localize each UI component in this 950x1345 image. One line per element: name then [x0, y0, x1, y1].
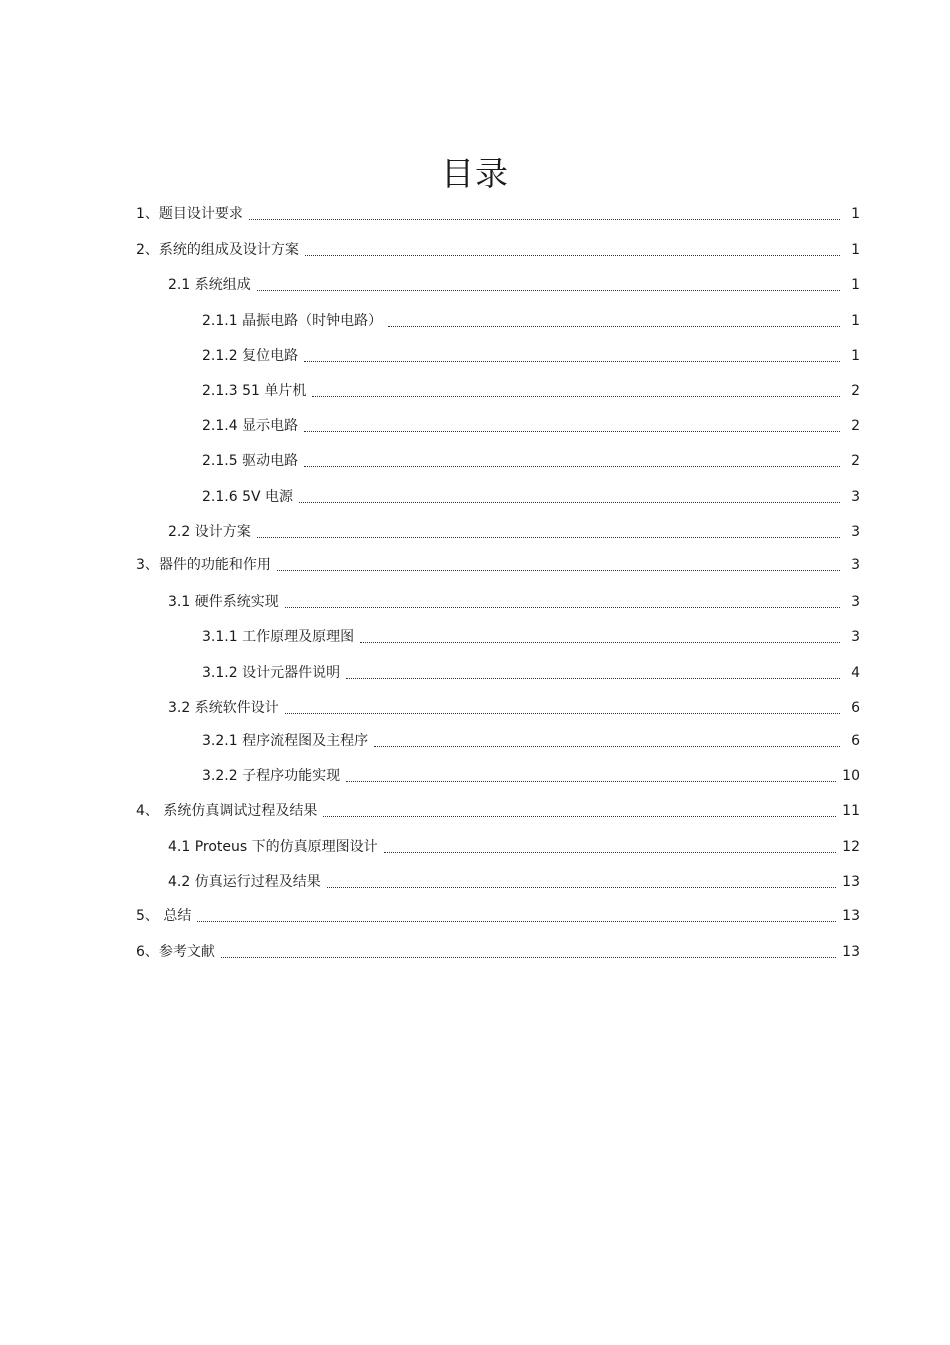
toc-entry-2-1-1[interactable]	[202, 310, 860, 330]
toc-entry-label: 3.1.1 工作原理及原理图	[202, 629, 355, 645]
toc-entry-label: 2.1.4 显示电路	[202, 418, 299, 434]
toc-leader-dots	[257, 536, 840, 538]
toc-entry-label: 3.1 硬件系统实现	[168, 594, 279, 610]
toc-entry-label: 3.2.2 子程序功能实现	[202, 768, 341, 784]
toc-entry-page: 3	[851, 489, 860, 505]
toc-entry-label: 2.1 系统组成	[168, 277, 251, 293]
toc-entry-4-2[interactable]	[168, 871, 860, 891]
toc-entry-page: 1	[851, 313, 860, 329]
toc-entry-label: 2.2 设计方案	[168, 524, 251, 540]
toc-leader-dots	[346, 780, 836, 782]
toc-entry-page: 3	[851, 557, 860, 573]
toc-entry-page: 2	[851, 383, 860, 399]
toc-entry-label: 3.1.2 设计元器件说明	[202, 665, 341, 681]
toc-entry-3[interactable]	[136, 554, 860, 574]
toc-entry-4-1[interactable]	[168, 836, 860, 856]
toc-leader-dots	[305, 254, 840, 256]
toc-entry-3-1[interactable]	[168, 591, 860, 611]
toc-entry-page: 1	[851, 206, 860, 222]
toc-entry-page: 13	[842, 944, 860, 960]
toc-entry-label: 6、参考文献	[136, 944, 215, 960]
toc-entry-3-2-2[interactable]	[202, 765, 860, 785]
toc-entry-3-1-2[interactable]	[202, 662, 860, 682]
toc-leader-dots	[384, 851, 837, 853]
toc-entry-page: 3	[851, 524, 860, 540]
toc-entry-label: 3、器件的功能和作用	[136, 557, 271, 573]
toc-entry-page: 6	[851, 733, 860, 749]
toc-entry-label: 2.1.5 驱动电路	[202, 453, 299, 469]
toc-entry-1[interactable]	[136, 203, 860, 223]
toc-entry-page: 11	[842, 803, 860, 819]
toc-leader-dots	[327, 886, 836, 888]
toc-entry-label: 2.1.3 51 单片机	[202, 383, 307, 399]
toc-leader-dots	[304, 465, 840, 467]
toc-entry-page: 3	[851, 629, 860, 645]
toc-entry-page: 2	[851, 418, 860, 434]
toc-entry-label: 2.1.1 晶振电路（时钟电路）	[202, 313, 383, 329]
toc-entry-5[interactable]	[136, 905, 860, 925]
toc-entry-6[interactable]	[136, 941, 860, 961]
toc-entry-2-1-4[interactable]	[202, 415, 860, 435]
toc-entry-label: 5、 总结	[136, 908, 192, 924]
toc-leader-dots	[257, 289, 840, 291]
toc-leader-dots	[299, 501, 840, 503]
toc-leader-dots	[221, 956, 836, 958]
toc-entry-label: 4、 系统仿真调试过程及结果	[136, 803, 318, 819]
toc-leader-dots	[304, 360, 840, 362]
toc-leader-dots	[346, 677, 840, 679]
toc-entry-label: 2.1.2 复位电路	[202, 348, 299, 364]
toc-entry-3-2-1[interactable]	[202, 730, 860, 750]
toc-entry-page: 2	[851, 453, 860, 469]
toc-leader-dots	[304, 430, 840, 432]
toc-entry-page: 4	[851, 665, 860, 681]
toc-entry-page: 1	[851, 348, 860, 364]
toc-leader-dots	[277, 569, 840, 571]
toc-entry-2-1-3[interactable]	[202, 380, 860, 400]
toc-leader-dots	[249, 218, 840, 220]
toc-leader-dots	[197, 920, 836, 922]
toc-entry-2-1-2[interactable]	[202, 345, 860, 365]
toc-entry-page: 13	[842, 874, 860, 890]
toc-entry-2[interactable]	[136, 239, 860, 259]
toc-leader-dots	[374, 745, 840, 747]
toc-entry-2-1-6[interactable]	[202, 486, 860, 506]
toc-entry-2-1-5[interactable]	[202, 450, 860, 470]
toc-entry-3-2[interactable]	[168, 697, 860, 717]
toc-entry-label: 1、题目设计要求	[136, 206, 243, 222]
toc-entry-label: 2、系统的组成及设计方案	[136, 242, 299, 258]
toc-entry-page: 1	[851, 277, 860, 293]
toc-entry-4[interactable]	[136, 800, 860, 820]
toc-entry-page: 13	[842, 908, 860, 924]
toc-leader-dots	[323, 815, 836, 817]
toc-entry-label: 3.2 系统软件设计	[168, 700, 279, 716]
toc-leader-dots	[285, 712, 840, 714]
toc-entry-2-2[interactable]	[168, 521, 860, 541]
toc-leader-dots	[360, 641, 840, 643]
toc-entry-page: 10	[842, 768, 860, 784]
toc-leader-dots	[312, 395, 840, 397]
toc-entry-label: 3.2.1 程序流程图及主程序	[202, 733, 369, 749]
toc-entry-page: 1	[851, 242, 860, 258]
toc-leader-dots	[285, 606, 840, 608]
toc-leader-dots	[388, 325, 840, 327]
toc-entry-2-1[interactable]	[168, 274, 860, 294]
toc-entry-page: 6	[851, 700, 860, 716]
toc-entry-label: 4.2 仿真运行过程及结果	[168, 874, 321, 890]
toc-entry-page: 12	[842, 839, 860, 855]
toc-title: 目录	[441, 154, 509, 193]
toc-entry-page: 3	[851, 594, 860, 610]
toc-entry-3-1-1[interactable]	[202, 626, 860, 646]
toc-entry-label: 2.1.6 5V 电源	[202, 489, 294, 505]
toc-entry-label: 4.1 Proteus 下的仿真原理图设计	[168, 839, 378, 855]
